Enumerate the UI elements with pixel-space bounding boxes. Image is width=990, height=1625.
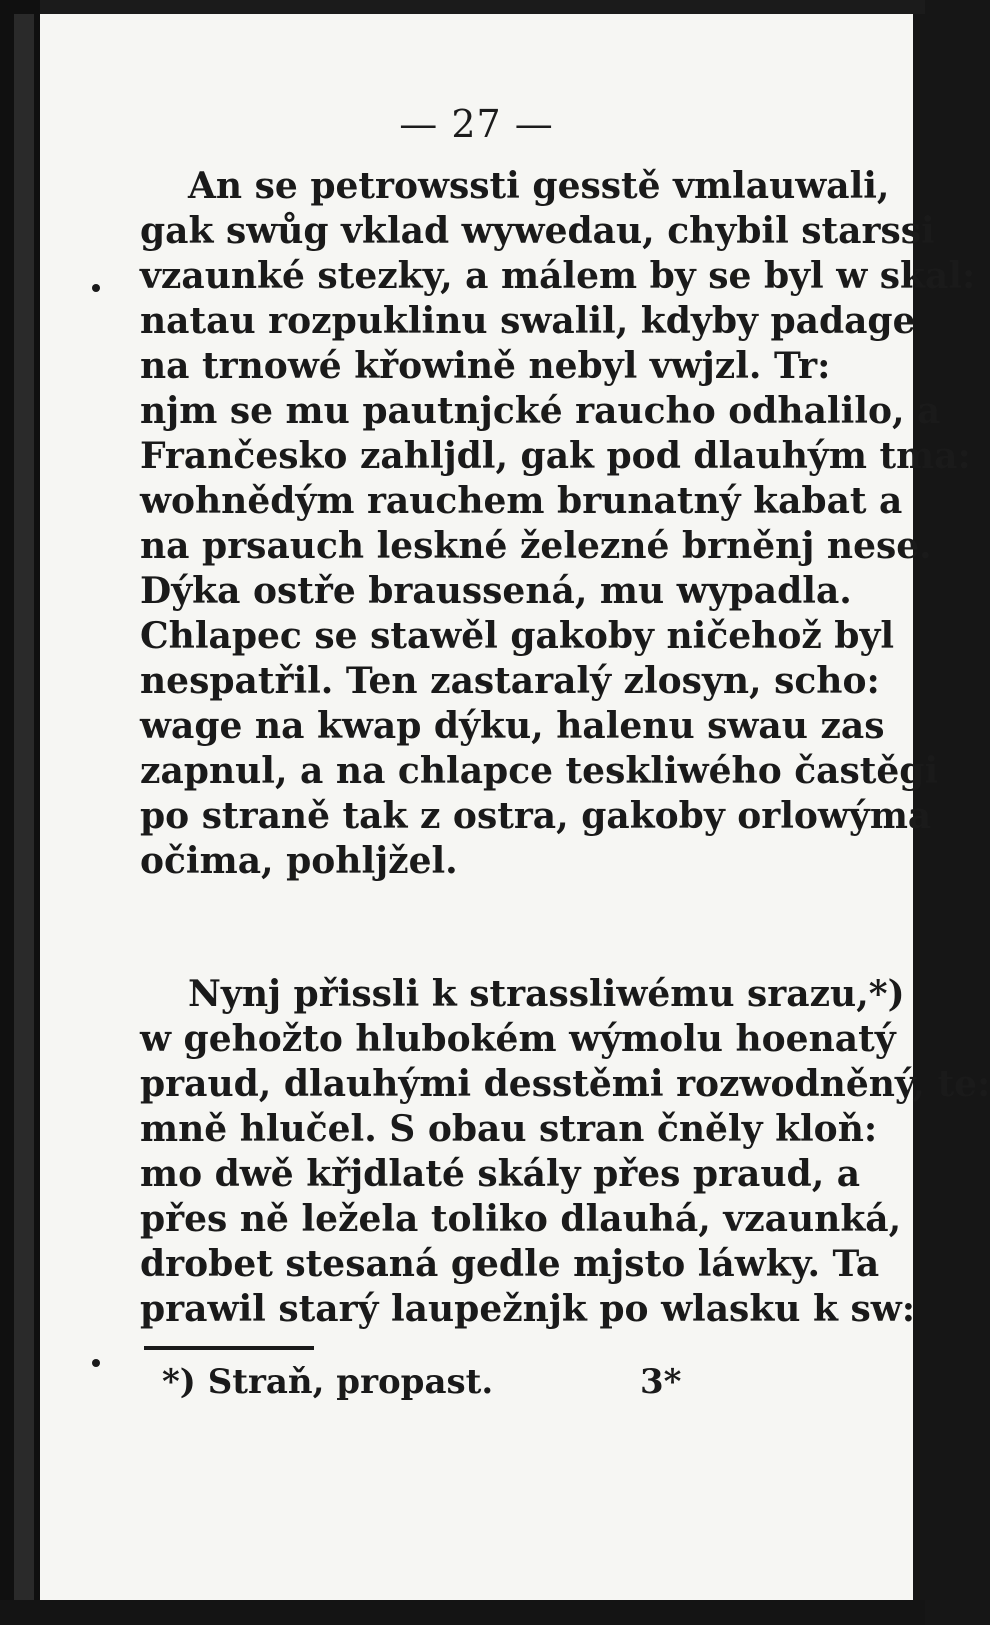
text-line: na trnowé křowině nebyl vwjzl. Tr: bbox=[140, 345, 831, 387]
text-line: praud, dlauhými desstěmi rozwodněný, te: bbox=[140, 1063, 990, 1105]
text-line: zapnul, a na chlapce tesklіwého častěgi bbox=[140, 750, 939, 792]
text-line: An se petrowssti gesstě vmlauwali, bbox=[188, 165, 890, 207]
paragraph-1 bbox=[140, 164, 976, 884]
footnote-separator bbox=[144, 1346, 314, 1350]
text-line: na prsauch leskné železné brněnj nese. bbox=[140, 525, 932, 567]
scan-border-top bbox=[0, 0, 925, 14]
paragraph-2 bbox=[140, 972, 990, 1332]
book-spine-edge bbox=[14, 14, 34, 1609]
text-line: gak swůg vklad wywedau, chybil starssi bbox=[140, 210, 935, 252]
text-line: w gehožto hlubokém wýmolu hoenatý bbox=[140, 1018, 896, 1060]
text-line: prawil starý laupežnjk po wlasku k sw: bbox=[140, 1288, 916, 1330]
text-line: vzaunké stezky, a málem by se byl w skal: bbox=[140, 255, 976, 297]
text-line: drobet stesaná gedle mjsto láwky. Ta bbox=[140, 1243, 880, 1285]
text-line: mo dwě křjdlaté skály přes praud, a bbox=[140, 1153, 861, 1195]
text-line: Chlapec se stawěl gakoby ničehož byl bbox=[140, 615, 895, 657]
scan-border-left bbox=[0, 0, 40, 1625]
text-line: Nynj přissli k strasslіwému srazu,*) bbox=[188, 973, 905, 1015]
ink-speck bbox=[92, 1359, 100, 1367]
text-line: Frančesko zahljdl, gak pod dlauhým tma: bbox=[140, 435, 971, 477]
scan-border-bottom bbox=[0, 1600, 925, 1625]
text-line: wohnědým rauchem brunatný kabat a bbox=[140, 480, 903, 522]
text-line: očima, pohljžel. bbox=[140, 840, 458, 882]
text-line: njm se mu pautnjcké raucho odhalilo, a bbox=[140, 390, 941, 432]
ink-speck bbox=[92, 284, 100, 292]
book-page bbox=[40, 14, 990, 1600]
text-line: přes ně ležela toliko dlauhá, vzaunká, bbox=[140, 1198, 902, 1240]
page-number: — 27 — bbox=[399, 102, 554, 146]
text-line: po straně tak z ostra, gakoby orlowýma bbox=[140, 795, 932, 837]
text-line: nespatřil. Ten zastaralý zlosyn, scho: bbox=[140, 660, 880, 702]
text-line: wage na kwap dýku, halenu swau zas bbox=[140, 705, 885, 747]
text-line: natau rozpuklinu swalil, kdyby padage bbox=[140, 300, 916, 342]
printer-signature-mark: 3* bbox=[640, 1362, 682, 1402]
text-line: Dýka ostře braussená, mu wypadla. bbox=[140, 570, 852, 612]
footnote: *) Straň, propast. bbox=[162, 1362, 494, 1402]
text-line: mně hlučel. S obau stran čněly kloň: bbox=[140, 1108, 878, 1150]
